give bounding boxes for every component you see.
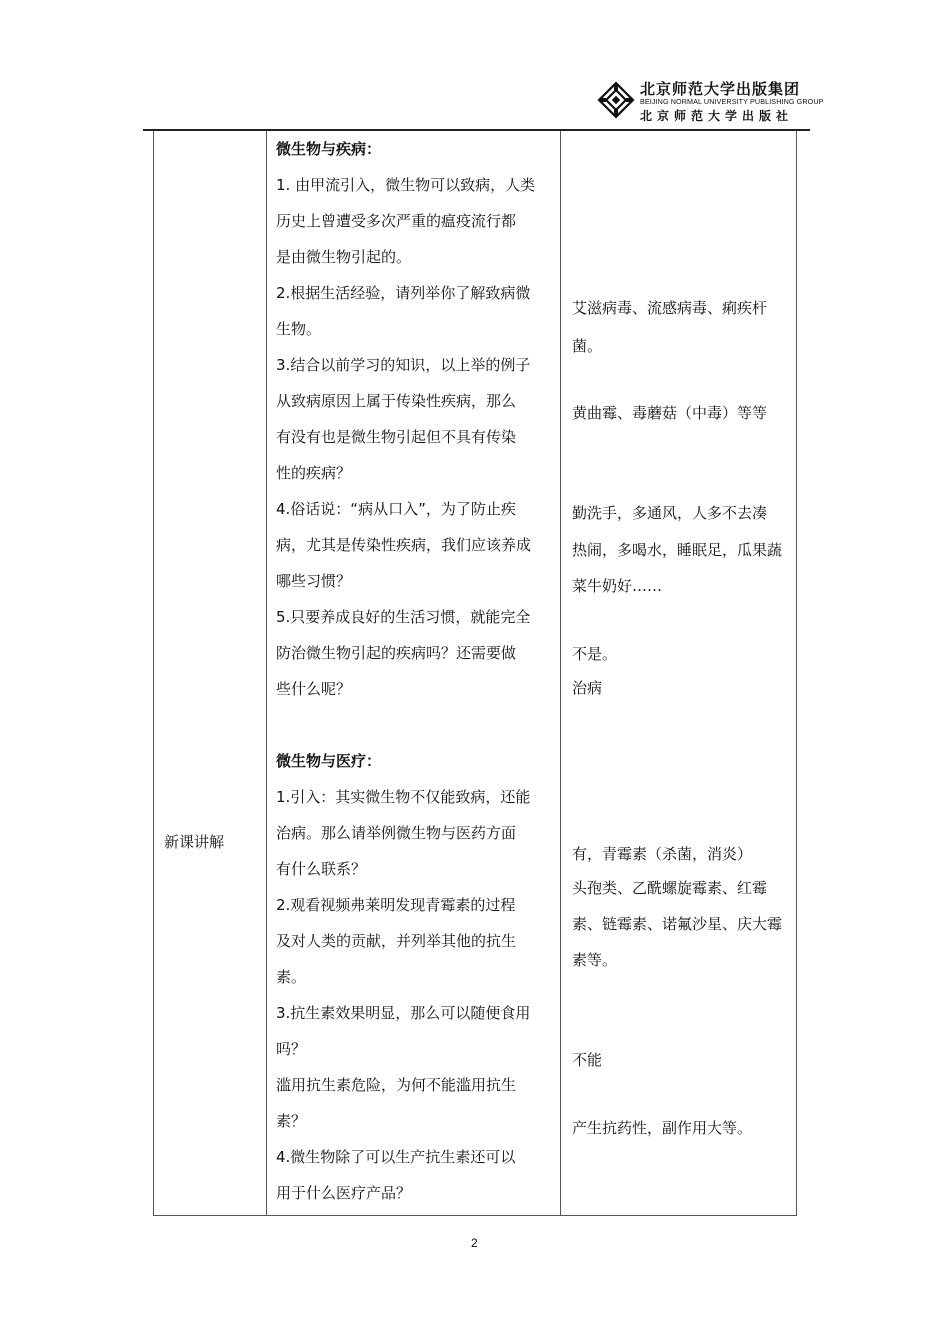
activity-line: 哪些习惯？ <box>276 572 352 590</box>
section-heading: 微生物与疾病： <box>276 140 382 158</box>
activity-line: 有什么联系？ <box>276 860 367 878</box>
answer-line: 有，青霉素（杀菌，消炎） <box>572 845 753 863</box>
activity-line: 历史上曾遭受多次严重的瘟疫流行都 <box>276 212 517 230</box>
section-heading: 微生物与医疗： <box>276 752 382 770</box>
answer-line: 菜牛奶好…… <box>572 577 663 595</box>
activity-line: 素。 <box>276 968 307 986</box>
activity-line: 2.根据生活经验，请列举你了解致病微 <box>276 284 531 302</box>
activity-line: 防治微生物引起的疾病吗？还需要做 <box>276 644 517 662</box>
answer-line: 素等。 <box>572 951 618 969</box>
column-divider-2 <box>560 131 561 1215</box>
activity-line: 治病。那么请举例微生物与医药方面 <box>276 824 517 842</box>
activity-line: 生物。 <box>276 320 322 338</box>
column-divider-1 <box>266 131 267 1215</box>
publisher-name-cn-secondary: 北京师范大学出版社 <box>640 109 794 123</box>
answer-line: 黄曲霉、毒蘑菇（中毒）等等 <box>572 404 768 422</box>
activity-line: 性的疾病？ <box>276 464 352 482</box>
page-number: 2 <box>471 1236 478 1250</box>
answer-line: 热闹，多喝水，睡眠足，瓜果蔬 <box>572 541 783 559</box>
activity-line: 1.引入：其实微生物不仅能致病，还能 <box>276 788 531 806</box>
activity-line: 3.结合以前学习的知识，以上举的例子 <box>276 356 531 374</box>
answer-line: 艾滋病毒、流感病毒、痢疾杆 <box>572 299 768 317</box>
activity-line: 及对人类的贡献，并列举其他的抗生 <box>276 932 517 950</box>
answer-line: 勤洗手，多通风，人多不去凑 <box>572 504 768 522</box>
answer-line: 产生抗药性，副作用大等。 <box>572 1119 753 1137</box>
publisher-logo <box>596 76 824 126</box>
answer-line: 不能 <box>572 1051 603 1069</box>
activity-line: 素？ <box>276 1112 307 1130</box>
answer-line: 菌。 <box>572 337 603 355</box>
answer-line: 头孢类、乙酰螺旋霉素、红霉 <box>572 879 768 897</box>
activity-line: 2.观看视频弗莱明发现青霉素的过程 <box>276 896 516 914</box>
activity-line: 5.只要养成良好的生活习惯，就能完全 <box>276 608 531 626</box>
activity-line: 是由微生物引起的。 <box>276 248 412 266</box>
answer-line: 治病 <box>572 679 603 697</box>
activity-line: 用于什么医疗产品？ <box>276 1184 412 1202</box>
activity-line: 4.微生物除了可以生产抗生素还可以 <box>276 1148 516 1166</box>
activity-line: 吗？ <box>276 1040 307 1058</box>
activity-line: 1. 由甲流引入，微生物可以致病，人类 <box>276 176 536 194</box>
activity-line: 滥用抗生素危险，为何不能滥用抗生 <box>276 1076 517 1094</box>
lesson-table <box>153 131 797 1216</box>
section-label: 新课讲解 <box>164 833 225 851</box>
activity-line: 从致病原因上属于传染性疾病，那么 <box>276 392 517 410</box>
answer-line: 素、链霉素、诺氟沙星、庆大霉 <box>572 915 783 933</box>
activity-line: 3.抗生素效果明显，那么可以随便食用 <box>276 1004 531 1022</box>
publisher-name-cn: 北京师范大学出版集团 <box>640 80 801 98</box>
activity-line: 些什么呢？ <box>276 680 352 698</box>
activity-line: 病，尤其是传染性疾病，我们应该养成 <box>276 536 532 554</box>
publisher-name-en: BEIJING NORMAL UNIVERSITY PUBLISHING GROUP <box>640 97 824 106</box>
activity-line: 4.俗话说：“病从口入”，为了防止疾 <box>276 500 516 518</box>
publisher-emblem-icon <box>596 80 636 120</box>
answer-line: 不是。 <box>572 645 618 663</box>
activity-line: 有没有也是微生物引起但不具有传染 <box>276 428 517 446</box>
